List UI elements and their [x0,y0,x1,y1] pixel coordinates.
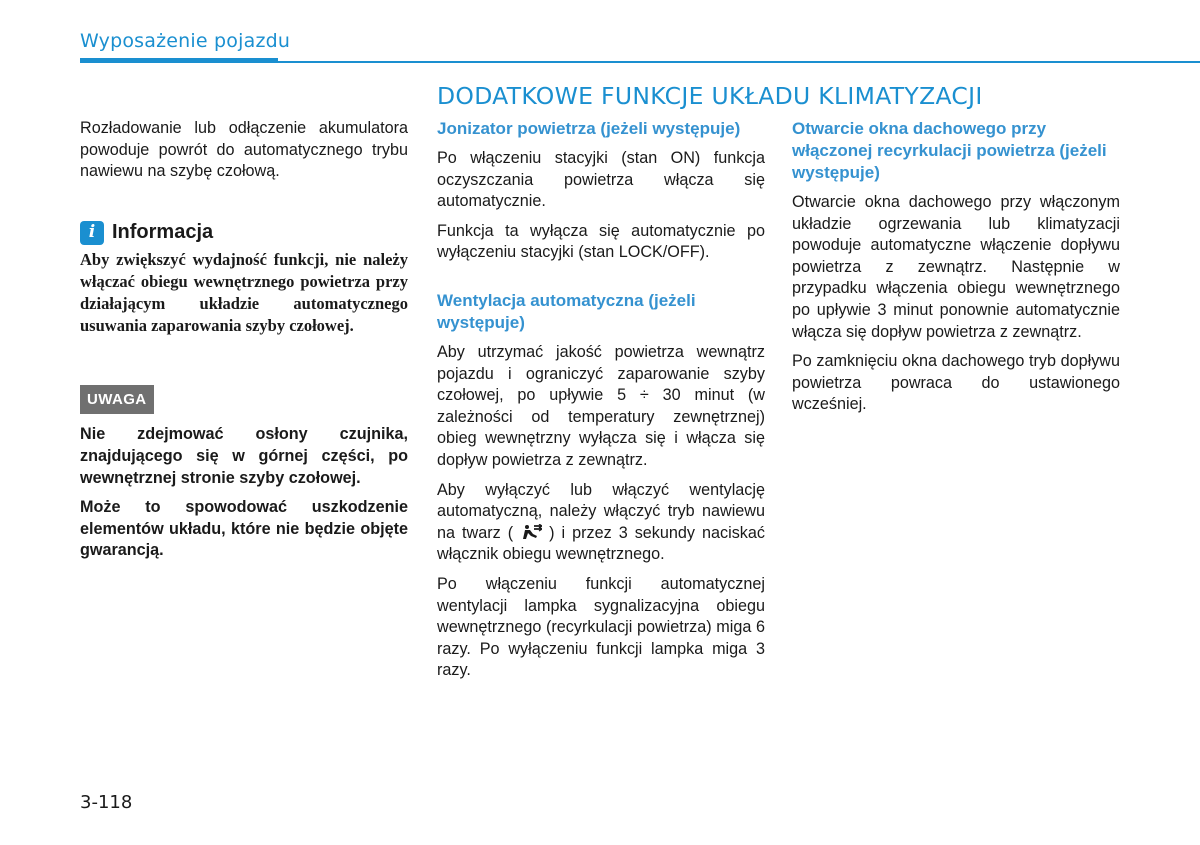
warning-paragraph-1: Nie zdejmować osłony czujnika, znajdującego się w górnej części, po wewnętrznej stronie szyby czołowej. [80,425,408,487]
ventilation-heading: Wentylacja automatyczna (jeżeli występuje) [437,290,696,332]
column-middle [437,118,765,690]
ventilation-paragraph-2 [437,480,765,566]
section-header: Wyposażenie pojazdu [80,30,291,52]
column-left [80,118,408,570]
header-rule-thick [80,58,278,63]
info-text: Aby zwiększyć wydajność funkcji, nie należy włączać obiegu wewnętrznego powietrza przy działającym układzie automatycznego usuwania zaparowania szyby czołowej. [80,249,408,335]
ionizer-paragraph-1: Po włączeniu stacyjki (stan ON) funkcja oczyszczania powietrza włącza się automatycznie. [437,149,765,211]
ventilation-p2-after: ) i przez 3 sekundy naciskać włącznik obiegu wewnętrznego. [437,523,765,564]
info-title: Informacja [112,220,214,243]
info-heading [80,221,408,245]
column-right [792,118,1120,424]
face-vent-icon [520,524,542,540]
warning-paragraph-2: Może to spowodować uszkodzenie elementów układu, które nie będzie objęte gwarancją. [80,498,408,560]
page-title: DODATKOWE FUNKCJE UKŁADU KLIMATYZACJI [437,82,983,110]
page-number: 3-118 [80,792,133,813]
intro-paragraph: Rozładowanie lub odłączenie akumulatora powoduje powrót do automatycznego trybu nawiewu na szybę czołową. [80,119,408,181]
ventilation-p2-before: Aby wyłączyć lub włączyć wentylację automatyczną, należy włączyć tryb nawiewu na twarz ( [437,480,765,542]
ventilation-paragraph-1: Aby utrzymać jakość powietrza wewnątrz pojazdu i ograniczyć zaparowanie szyby czołowej, po upływie 5 ÷ 30 minut (w zależności od temperatury zewnętrznej) obieg wewnętrzny wyłącza się i włącza się dopływ powietrza z zewnątrz. [437,342,765,469]
sunroof-paragraph-2: Po zamknięciu okna dachowego tryb dopływu powietrza powraca do ustawionego wcześniej. [792,352,1120,414]
sunroof-heading: Otwarcie okna dachowego przy włączonej recyrkulacji powietrza (jeżeli występuje) [792,119,1107,182]
ventilation-paragraph-3: Po włączeniu funkcji automatycznej wentylacji lampka sygnalizacyjna obiegu wewnętrznego (recyrkulacji powietrza) miga 6 razy. Po wyłączeniu funkcji lampka miga 3 razy. [437,574,765,680]
header-rule-thin [278,61,1200,63]
ionizer-paragraph-2: Funkcja ta wyłącza się automatycznie po wyłączeniu stacyjki (stan LOCK/OFF). [437,221,765,262]
sunroof-paragraph-1: Otwarcie okna dachowego przy włączonym układzie ogrzewania lub klimatyzacji powoduje automatyczne włączenie dopływu powietrza z zewnątrz. Następnie w przypadku włączenia obiegu wewnętrznego po upływie 3 minut ponownie automatycznie włącza się dopływ powietrza z zewnątrz. [792,193,1120,341]
ionizer-heading: Jonizator powietrza (jeżeli występuje) [437,119,741,138]
warning-badge: UWAGA [80,385,154,415]
info-icon: i [80,221,104,245]
